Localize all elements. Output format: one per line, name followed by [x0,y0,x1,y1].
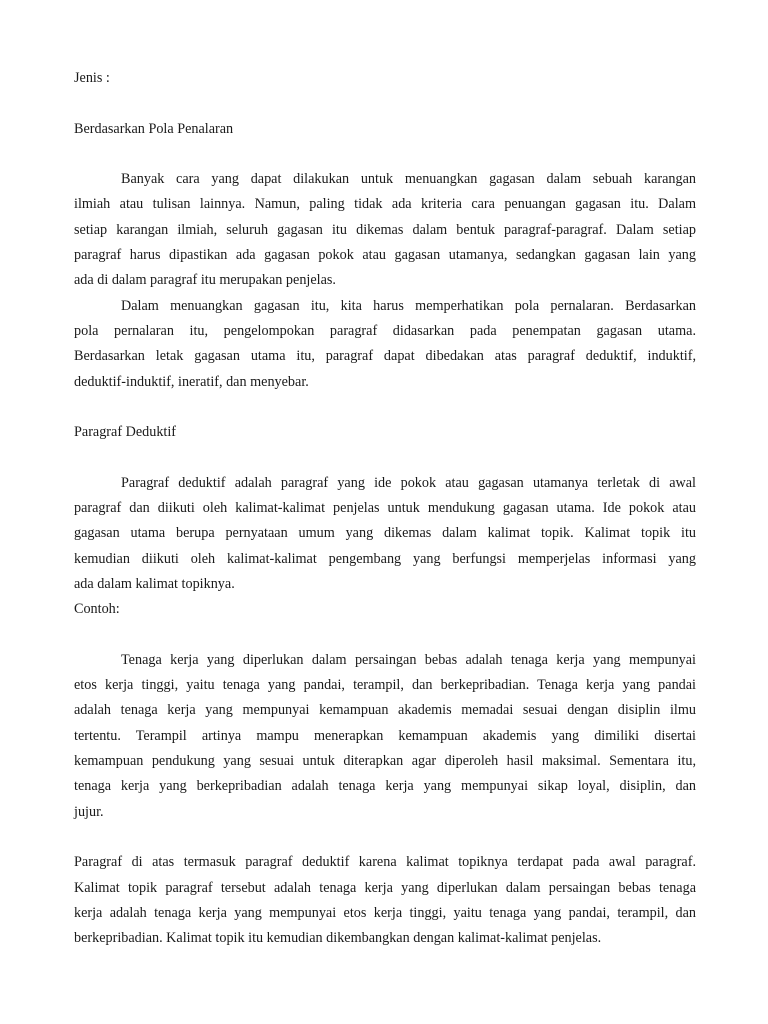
spacer [74,825,696,850]
spacer [74,395,696,420]
text-line: Banyak cara yang dapat dilakukan untuk menuangkan gagasan dalam sebuah karangan [121,171,696,188]
text-line: paragraf harus dipastikan ada gagasan pokok atau gagasan utamanya, sedangkan gagasan lain yang [74,247,696,264]
document-page [74,66,696,951]
text-line: berkepribadian. Kalimat topik itu kemudian dikembangkan dengan kalimat-kalimat penjelas. [74,930,602,947]
text-line: Paragraf deduktif adalah paragraf yang ide pokok atau gagasan utamanya terletak di awal [121,474,696,491]
spacer [74,142,696,167]
text-line: deduktif-induktif, ineratif, dan menyebar. [74,373,309,390]
text-line: jujur. [74,803,104,820]
text-line: kemudian diikuti oleh kalimat-kalimat pengembang yang berfungsi memperjelas informasi yang [74,550,696,567]
text-line: Kalimat topik paragraf tersebut adalah tenaga kerja yang diperlukan dalam persaingan bebas tenaga [74,879,696,896]
text-line: kerja adalah tenaga kerja yang mempunyai etos kerja tinggi, yaitu tenaga yang pandai, terampil, dan [74,904,696,921]
text-line: paragraf dan diikuti oleh kalimat-kalimat penjelas untuk mendukung gagasan utama. Ide pokok atau [74,500,696,517]
text-line: gagasan utama berupa pernyataan umum yang dikemas dalam kalimat topik. Kalimat topik itu [74,525,696,542]
text-line: adalah tenaga kerja yang mempunyai kemampuan akademis memadai sesuai dengan disiplin ilmu [74,702,696,719]
text-line: etos kerja tinggi, yaitu tenaga yang pandai, terampil, dan berkepribadian. Tenaga kerja yang pandai [74,677,696,694]
paragraph-example [74,648,696,825]
text-line: ilmiah atau tulisan lainnya. Namun, paling tidak ada kriteria cara penuangan gagasan itu. Dalam [74,196,696,213]
heading-pola-penalaran: Berdasarkan Pola Penalaran [74,120,234,137]
heading-paragraf-deduktif: Paragraf Deduktif [74,424,177,441]
paragraph-deduktif-definition [74,471,696,597]
text-line: Tenaga kerja yang diperlukan dalam persaingan bebas adalah tenaga kerja yang mempunyai [121,651,696,668]
text-line: ada dalam kalimat topiknya. [74,575,235,592]
heading-jenis: Jenis : [74,70,110,86]
text-line: kemampuan pendukung yang sesuai untuk diterapkan agar diperoleh hasil maksimal. Sementara itu, [74,753,696,770]
text-line: ada di dalam paragraf itu merupakan penjelas. [74,272,336,289]
text-line: Paragraf di atas termasuk paragraf deduktif karena kalimat topiknya terdapat pada awal paragraf. [74,854,696,871]
text-line: setiap karangan ilmiah, seluruh gagasan itu dikemas dalam bentuk paragraf-paragraf. Dalam setiap [74,221,696,238]
text-line: tenaga kerja yang berkepribadian adalah tenaga kerja yang mempunyai sikap loyal, disiplin, dan [74,778,696,795]
paragraph-explanation [74,850,696,951]
text-line: pola pernalaran itu, pengelompokan paragraf didasarkan pada penempatan gagasan utama. [74,322,696,339]
text-line: Berdasarkan letak gagasan utama itu, paragraf dapat dibedakan atas paragraf deduktif, induktif, [74,348,696,365]
spacer [74,623,696,648]
spacer [74,445,696,470]
contoh-label: Contoh: [74,601,120,618]
paragraph-pola [74,294,696,395]
spacer [74,91,696,116]
text-line: Dalam menuangkan gagasan itu, kita harus memperhatikan pola pernalaran. Berdasarkan [121,297,696,314]
text-line: tertentu. Terampil artinya mampu menerapkan kemampuan akademis yang dimiliki disertai [74,727,696,744]
paragraph-intro [74,167,696,293]
